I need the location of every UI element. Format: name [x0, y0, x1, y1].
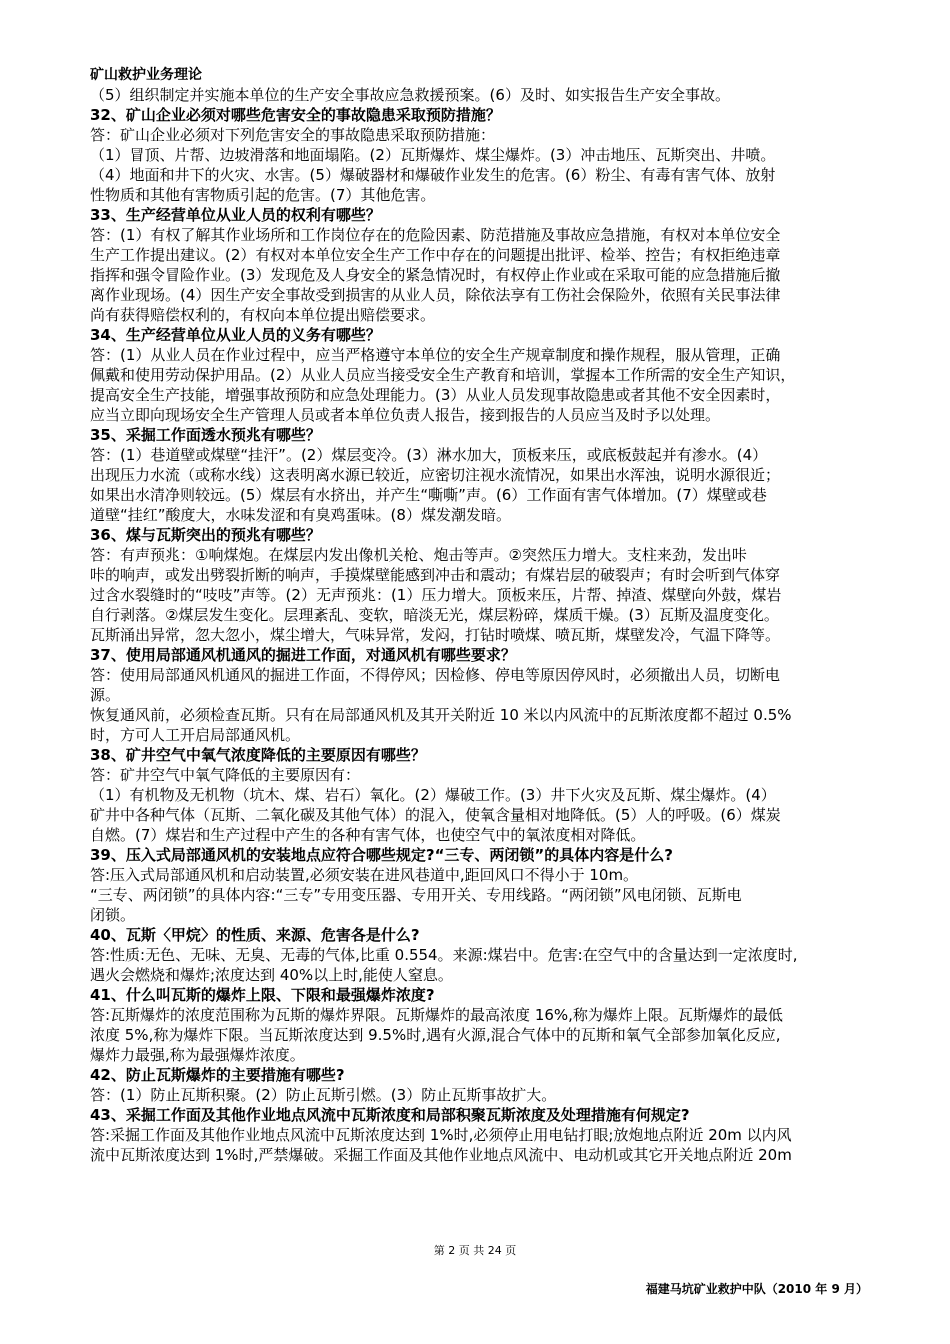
answer-line: 恢复通风前，必须检查瓦斯。只有在局部通风机及其开关附近 10 米以内风流中的瓦斯浓度都不超过 0.5%: [90, 706, 792, 724]
answer-line: 离作业现场。(4）因生产安全事故受到损害的从业人员，除依法享有工伤社会保险外，依照有关民事法律: [90, 286, 781, 304]
answer-line: 流中瓦斯浓度达到 1%时,严禁爆破。采掘工作面及其他作业地点风流中、电动机或其它开关地点附近 20m: [90, 1146, 792, 1164]
document-header-title: 矿山救护业务理论: [90, 67, 202, 83]
answer-line: 答:压入式局部通风机和启动装置,必须安装在进风巷道中,距回风口不得小于 10m。: [90, 866, 639, 884]
answer-line: 应当立即向现场安全生产管理人员或者本单位负责人报告，接到报告的人员应当及时予以处理。: [90, 406, 721, 424]
answer-line: 自燃。(7）煤岩和生产过程中产生的各种有害气体，也使空气中的氧浓度相对降低。: [90, 826, 646, 844]
answer-line: 咔的响声，或发出劈裂折断的响声，手摸煤壁能感到冲击和震动；有煤岩层的破裂声；有时会听到气体穿: [90, 566, 781, 584]
answer-line: 答：(1）巷道壁或煤壁“挂汗”。(2）煤层变冷。(3）淋水加大，顶板来压，或底板鼓起并有渗水。(4）: [90, 446, 768, 464]
answer-line: 性物质和其他有害物质引起的危害。(7）其他危害。: [90, 186, 436, 204]
answer-line: 遇火会燃烧和爆炸;浓度达到 40%以上时,能使人窒息。: [90, 966, 453, 984]
answer-line: 时，方可人工开启局部通风机。: [90, 726, 301, 744]
question-heading: 37、使用局部通风机通风的掘进工作面，对通风机有哪些要求？: [90, 646, 516, 664]
footer-organization: 福建马坑矿业救护中队（2010 年 9 月）: [645, 1282, 868, 1296]
question-heading: 38、矿井空气中氧气浓度降低的主要原因有哪些？: [90, 746, 426, 764]
answer-line: （1）冒顶、片帮、边坡滑落和地面塌陷。(2）瓦斯爆炸、煤尘爆炸。(3）冲击地压、瓦斯突出、井喷。: [90, 146, 776, 164]
answer-line: 出现压力水流（或称水线）这表明离水源已较近，应密切注视水流情况，如果出水浑浊，说明水源很近；: [90, 466, 781, 484]
question-heading: 41、什么叫瓦斯的爆炸上限、下限和最强爆炸浓度?: [90, 986, 435, 1004]
question-heading: 35、采掘工作面透水预兆有哪些？: [90, 426, 321, 444]
answer-line: （5）组织制定并实施本单位的生产安全事故应急救援预案。(6）及时、如实报告生产安全事故。: [90, 86, 730, 104]
answer-line: “三专、两闭锁”的具体内容:“三专”专用变压器、专用开关、专用线路。“两闭锁”风电闭锁、瓦斯电: [90, 886, 742, 904]
answer-line: （4）地面和井下的火灾、水害。(5）爆破器材和爆破作业发生的危害。(6）粉尘、有毒有害气体、放射: [90, 166, 776, 184]
question-heading: 40、瓦斯〈甲烷〉的性质、来源、危害各是什么?: [90, 926, 420, 944]
answer-line: 答：(1）有权了解其作业场所和工作岗位存在的危险因素、防范措施及事故应急措施，有权对本单位安全: [90, 226, 781, 244]
question-heading: 33、生产经营单位从业人员的权利有哪些？: [90, 206, 381, 224]
answer-line: 过含水裂缝时的“吱吱”声等。(2）无声预兆：(1）压力增大。顶板来压，片帮、掉渣、煤壁向外鼓，煤岩: [90, 586, 782, 604]
question-heading: 42、防止瓦斯爆炸的主要措施有哪些?: [90, 1066, 345, 1084]
answer-line: 自行剥落。②煤层发生变化。层理紊乱、变软，暗淡无光，煤层粉碎，煤质干燥。(3）瓦斯及温度变化。: [90, 606, 779, 624]
answer-line: 道壁“挂红”酸度大，水味发涩和有臭鸡蛋味。(8）煤发潮发暗。: [90, 506, 511, 524]
question-heading: 39、压入式局部通风机的安装地点应符合哪些规定?“三专、两闭锁”的具体内容是什么?: [90, 846, 673, 864]
answer-line: 源。: [90, 686, 121, 704]
question-heading: 32、矿山企业必须对哪些危害安全的事故隐患采取预防措施？: [90, 106, 501, 124]
page-number: 第 2 页 共 24 页: [433, 1244, 517, 1257]
answer-line: 答:性质:无色、无味、无臭、无毒的气体,比重 0.554。来源:煤岩中。危害:在空气中的含量达到一定浓度时,: [90, 946, 798, 964]
answer-line: 如果出水清净则较远。(5）煤层有水挤出，并产生“嘶嘶”声。(6）工作面有害气体增加。(7）煤壁或巷: [90, 486, 767, 504]
answer-line: 闭锁。: [90, 906, 136, 924]
answer-line: 答：矿井空气中氧气降低的主要原因有：: [90, 766, 361, 784]
answer-line: 爆炸力最强,称为最强爆炸浓度。: [90, 1046, 305, 1064]
answer-line: 提高安全生产技能，增强事故预防和应急处理能力。(3）从业人员发现事故隐患或者其他不安全因素时，: [90, 386, 781, 404]
question-heading: 43、采掘工作面及其他作业地点风流中瓦斯浓度和局部积聚瓦斯浓度及处理措施有何规定?: [90, 1106, 690, 1124]
answer-line: 答：(1）从业人员在作业过程中，应当严格遵守本单位的安全生产规章制度和操作规程，服从管理，正确: [90, 346, 781, 364]
answer-line: 浓度 5%,称为爆炸下限。当瓦斯浓度达到 9.5%时,遇有火源,混合气体中的瓦斯和氧气全部参加氧化反应,: [90, 1026, 781, 1044]
answer-line: 指挥和强令冒险作业。(3）发现危及人身安全的紧急情况时，有权停止作业或在采取可能的应急措施后撤: [90, 266, 781, 284]
answer-line: 答：矿山企业必须对下列危害安全的事故隐患采取预防措施：: [90, 126, 496, 144]
answer-line: 生产工作提出建议。(2）有权对本单位安全生产工作中存在的问题提出批评、检举、控告；有权拒绝违章: [90, 246, 781, 264]
answer-line: 矿井中各种气体（瓦斯、二氧化碳及其他气体）的混入，使氧含量相对地降低。(5）人的呼吸。(6）煤炭: [90, 806, 781, 824]
answer-line: 瓦斯涌出异常，忽大忽小，煤尘增大，气味异常，发闷，打钻时喷煤、喷瓦斯，煤壁发冷，气温下降等。: [90, 626, 781, 644]
answer-line: （1）有机物及无机物（坑木、煤、岩石）氧化。(2）爆破工作。(3）井下火灾及瓦斯、煤尘爆炸。(4）: [90, 786, 776, 804]
document-text: [90, 85, 870, 1165]
answer-line: 佩戴和使用劳动保护用品。(2）从业人员应当接受安全生产教育和培训，掌握本工作所需的安全生产知识，: [90, 366, 796, 384]
answer-line: 答:瓦斯爆炸的浓度范围称为瓦斯的爆炸界限。瓦斯爆炸的最高浓度 16%,称为爆炸上限。瓦斯爆炸的最低: [90, 1006, 783, 1024]
answer-line: 答：使用局部通风机通风的掘进工作面，不得停风；因检修、停电等原因停风时，必须撤出人员，切断电: [90, 666, 781, 684]
answer-line: 答：有声预兆：①响煤炮。在煤层内发出像机关枪、炮击等声。②突然压力增大。支柱来劲，发出咔: [90, 546, 747, 564]
question-heading: 34、生产经营单位从业人员的义务有哪些？: [90, 326, 381, 344]
answer-line: 尚有获得赔偿权利的，有权向本单位提出赔偿要求。: [90, 306, 436, 324]
answer-line: 答：(1）防止瓦斯积聚。(2）防止瓦斯引燃。(3）防止瓦斯事故扩大。: [90, 1086, 557, 1104]
document-body: [90, 66, 870, 1165]
question-heading: 36、煤与瓦斯突出的预兆有哪些？: [90, 526, 321, 544]
answer-line: 答:采掘工作面及其他作业地点风流中瓦斯浓度达到 1%时,必须停止用电钻打眼;放炮地点附近 20m 以内风: [90, 1126, 792, 1144]
